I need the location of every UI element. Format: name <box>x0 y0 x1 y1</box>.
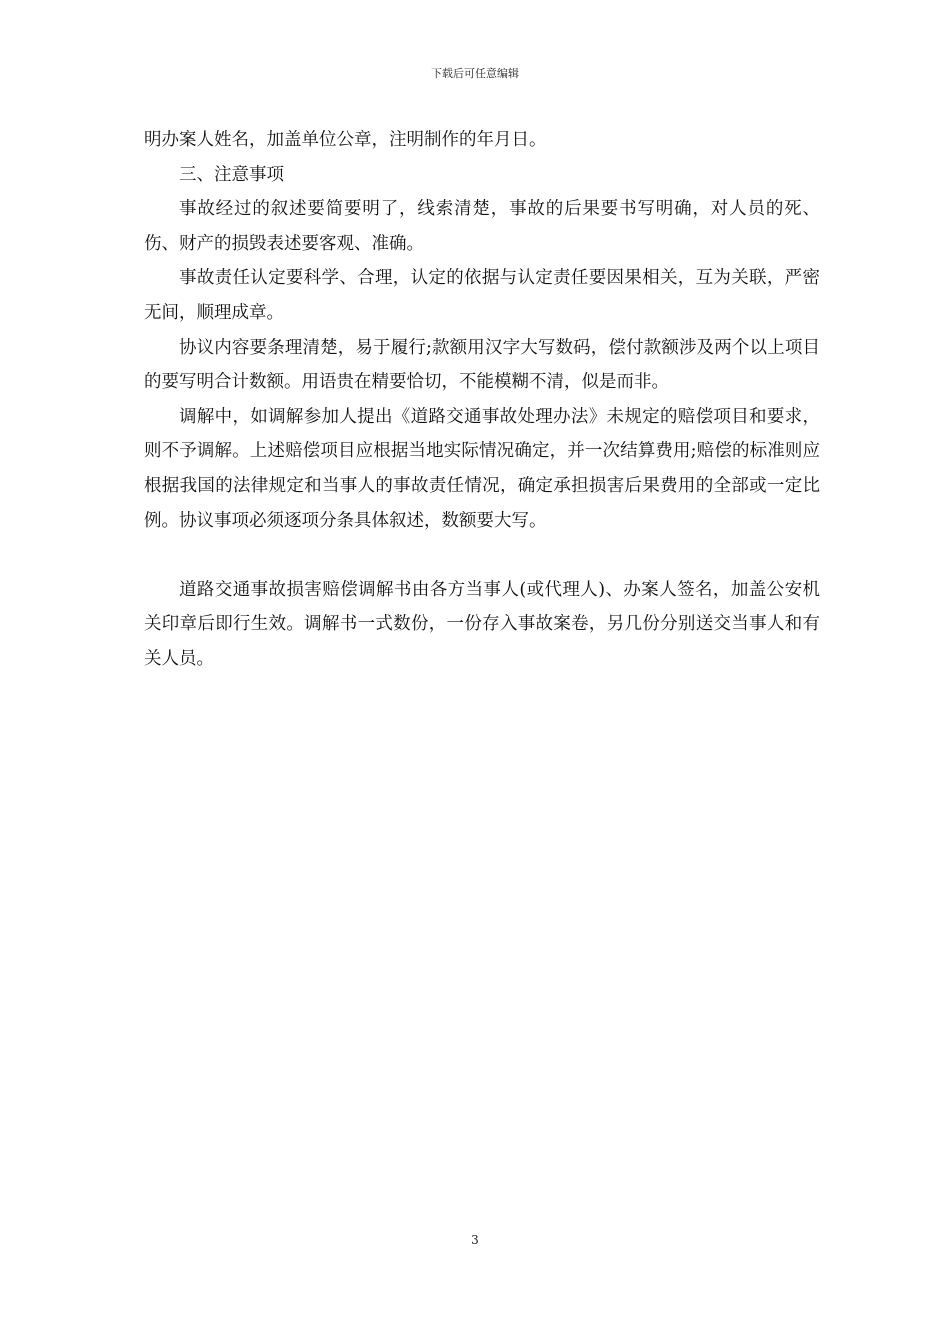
paragraph-continuation: 明办案人姓名，加盖单位公章，注明制作的年月日。 <box>144 130 547 150</box>
paragraph-responsibility: 事故责任认定要科学、合理，认定的依据与认定责任要因果相关，互为关联，严密无间，顺理成章。 <box>144 268 820 323</box>
page-number: 3 <box>471 1233 479 1247</box>
paragraph-spacer <box>144 538 820 573</box>
section-heading: 三、注意事项 <box>179 164 284 185</box>
page-header: 下载后可任意编辑 <box>431 67 519 80</box>
paragraph-accident-narrative: 事故经过的叙述要简要明了，线索清楚，事故的后果要书写明确，对人员的死、伤、财产的损毁表述要客观、准确。 <box>144 199 820 254</box>
document-body <box>144 123 820 677</box>
paragraph-agreement: 协议内容要条理清楚，易于履行;款额用汉字大写数码，偿付款额涉及两个以上项目的要写明合计数额。用语贵在精要恰切，不能模糊不清，似是而非。 <box>144 337 820 393</box>
paragraph-effectiveness: 道路交通事故损害赔偿调解书由各方当事人(或代理人)、办案人签名，加盖公安机关印章后即行生效。调解书一式数份，一份存入事故案卷，另几份分别送交当事人和有关人员。 <box>144 579 820 669</box>
paragraph-mediation: 调解中，如调解参加人提出《道路交通事故处理办法》未规定的赔偿项目和要求，则不予调解。上述赔偿项目应根据当地实际情况确定，并一次结算费用;赔偿的标准则应根据我国的法律规定和当事人的事故责任情况，确定承担损害后果费用的全部或一定比例。协议事项必须逐项分条具体叙述，数额要大写。 <box>144 406 820 531</box>
